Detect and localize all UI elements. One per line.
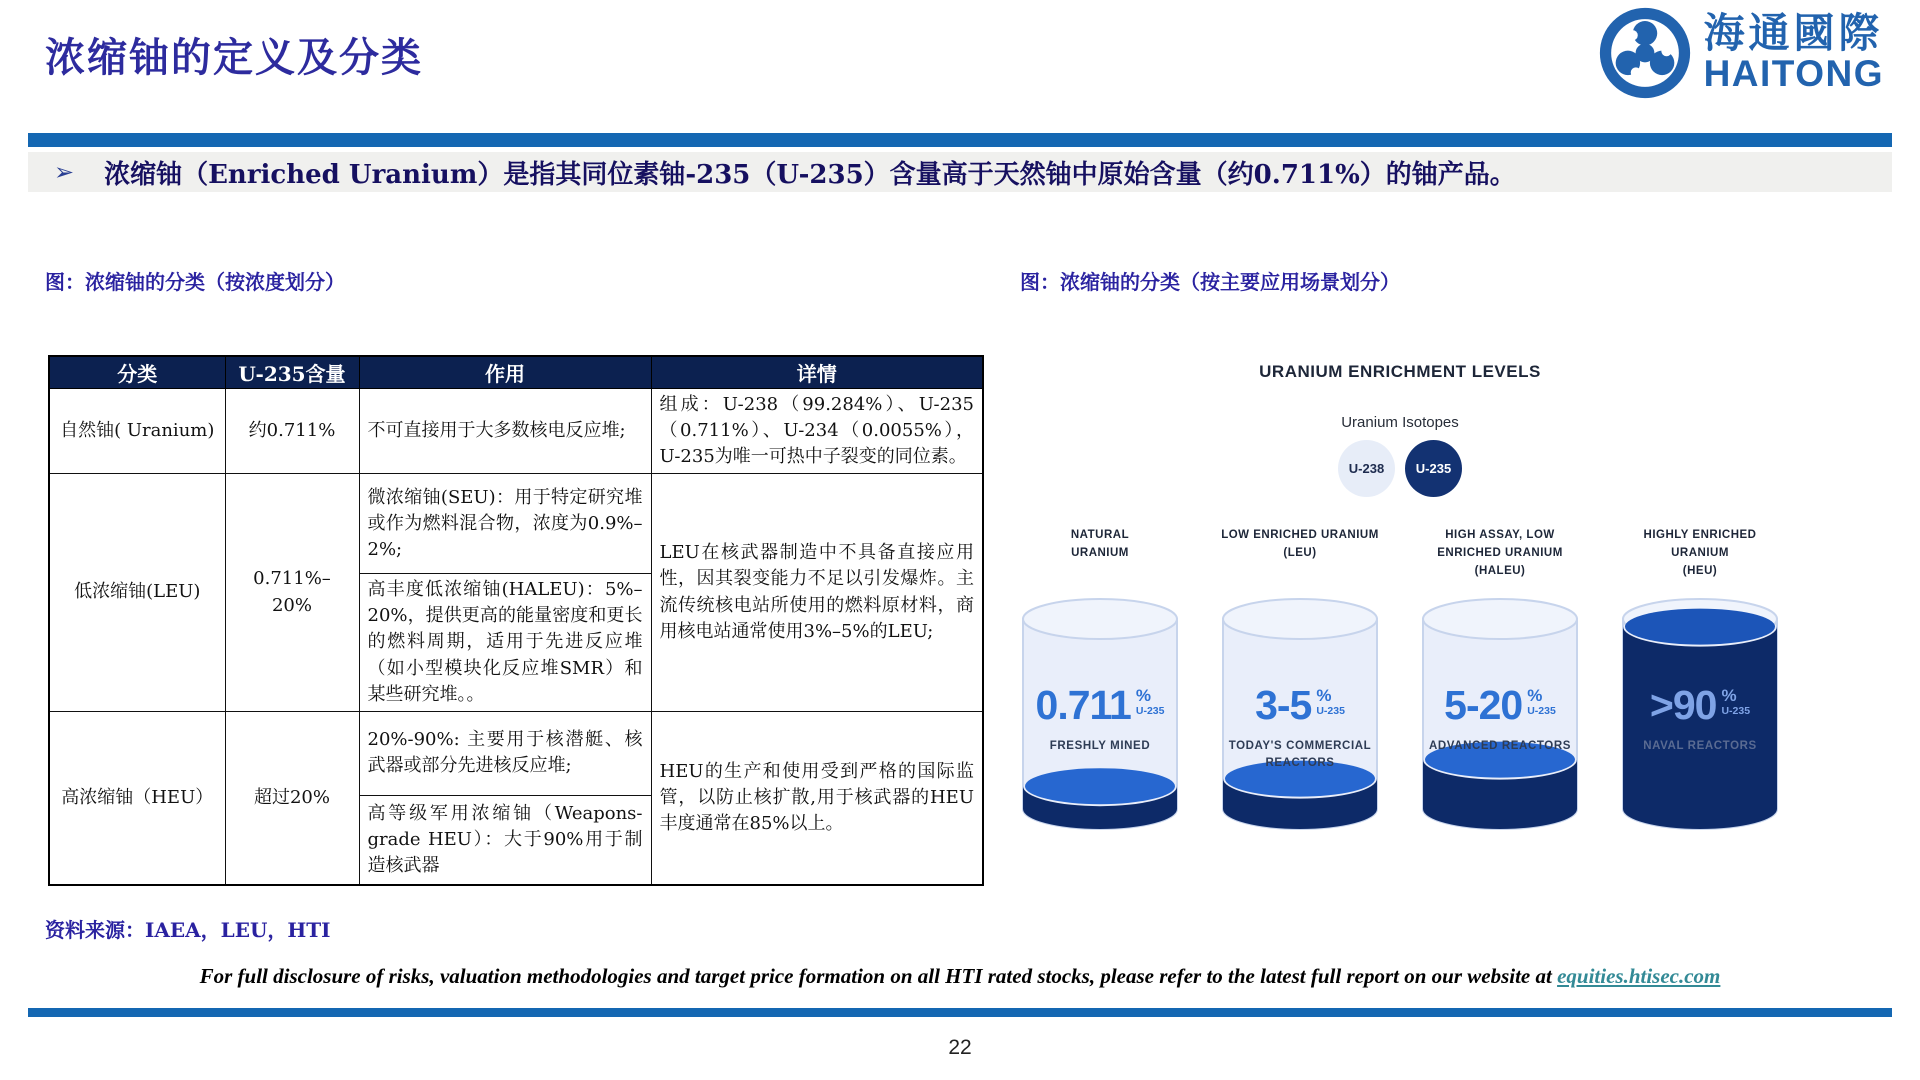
enrichment-diagram: [1005, 362, 1795, 833]
level-header: LOW ENRICHED URANIUM (LEU): [1221, 529, 1379, 559]
cylinder: [1620, 593, 1780, 833]
key-point-text: 浓缩铀（Enriched Uranium）是指其同位素铀-235（U-235）含量高于天然铀中原始含量（约0.711%）的铀产品。: [104, 159, 1516, 190]
logo-text-cn: 海通國際: [1703, 10, 1884, 57]
enrichment-level-column: [1405, 527, 1595, 833]
source-line: 资料来源：IAEA，LEU，HTI: [45, 918, 331, 942]
enrichment-value: 5-20: [1444, 682, 1523, 728]
table-row: [49, 389, 983, 474]
detail-cell: HEU的生产和使用受到严格的国际监管，以防止核扩散,用于核武器的HEU丰度通常在85%以上。: [651, 711, 983, 885]
enrichment-level-column: [1605, 527, 1795, 833]
page-number: 22: [948, 1036, 972, 1059]
cylinder-text: [1620, 593, 1780, 833]
isotope-circle-u-238: U-238: [1338, 440, 1395, 497]
table-header-cell: 作用: [359, 356, 651, 389]
u235-content-cell: 0.711%–20%: [225, 474, 359, 711]
left-figure-caption: 图：浓缩铀的分类（按浓度划分）: [45, 270, 345, 294]
isotope-tag: U-235: [1316, 705, 1345, 717]
value-row: [1255, 682, 1345, 728]
logo-text-en: HAITONG: [1703, 53, 1884, 95]
enrichment-value: 3-5: [1255, 682, 1312, 728]
category-cell: 低浓缩铀(LEU): [49, 474, 225, 711]
cylinder-text: [1020, 593, 1180, 833]
cylinder: [1020, 593, 1180, 833]
level-header: HIGHLY ENRICHED URANIUM (HEU): [1643, 529, 1757, 577]
category-cell: 高浓缩铀（HEU）: [49, 711, 225, 885]
value-row: [1444, 682, 1556, 728]
usage-label: FRESHLY MINED: [1049, 740, 1151, 752]
value-units: [1527, 687, 1556, 717]
table-header-cell: U-235含量: [225, 356, 359, 389]
role-cell: 高丰度低浓缩铀(HALEU)：5%–20%，提供更高的能量密度和更长的燃料周期，适用于先进反应堆（如小型模块化反应堆SMR）和某些研究堆。。: [359, 574, 651, 711]
table-header-row: [49, 356, 983, 389]
page-title: 浓缩铀的定义及分类: [45, 34, 423, 81]
percent-sign: %: [1527, 686, 1543, 705]
u235-content-cell: 约0.711%: [225, 389, 359, 474]
cylinder-text: [1220, 593, 1380, 833]
key-point-banner: [28, 152, 1892, 192]
usage-label: TODAY'S COMMERCIAL REACTORS: [1228, 740, 1372, 770]
role-cell: 20%-90%: 主要用于核潜艇、核武器或部分先进核反应堆;: [359, 711, 651, 795]
value-row: [1035, 682, 1165, 728]
haitong-logo-icon: [1598, 6, 1692, 100]
enrichment-value: 0.711: [1035, 682, 1131, 728]
divider-bar-bottom: [28, 1008, 1892, 1017]
enrichment-level-column: [1005, 527, 1195, 833]
isotopes-label: Uranium Isotopes: [1341, 414, 1459, 431]
diagram-title: URANIUM ENRICHMENT LEVELS: [1259, 362, 1541, 381]
value-units: [1316, 687, 1345, 717]
usage-label: NAVAL REACTORS: [1643, 740, 1757, 752]
role-cell: 高等级军用浓缩铀（Weapons-grade HEU）：大于90%用于制造核武器: [359, 795, 651, 885]
right-figure-caption: 图：浓缩铀的分类（按主要应用场景划分）: [1020, 270, 1400, 294]
cylinder-text: [1420, 593, 1580, 833]
isotope-tag: U-235: [1721, 705, 1751, 717]
enrichment-level-column: [1205, 527, 1395, 833]
enrichment-value: >90: [1649, 682, 1717, 728]
haitong-logo: [1598, 6, 1884, 100]
website-link[interactable]: equities.htisec.com: [1557, 964, 1721, 988]
haitong-logo-text: [1704, 12, 1884, 94]
level-header: NATURAL URANIUM: [1070, 529, 1130, 559]
table-row: [49, 474, 983, 574]
divider-bar-top: [28, 133, 1892, 147]
classification-table: [48, 355, 984, 886]
detail-cell: LEU在核武器制造中不具备直接应用性，因其裂变能力不足以引发爆炸。主流传统核电站所使用的燃料原材料，商用核电站通常使用3%–5%的LEU;: [651, 474, 983, 711]
bullet-arrow-icon: ➢: [54, 158, 75, 186]
cylinder: [1420, 593, 1580, 833]
isotope-circles: [1005, 440, 1795, 497]
role-cell: 不可直接用于大多数核电反应堆;: [359, 389, 651, 474]
isotope-tag: U-235: [1135, 705, 1165, 717]
disclaimer: [48, 964, 1872, 989]
detail-cell: 组成：U-238（99.284%）、U-235（0.711%）、U-234（0.0055%），U-235为唯一可热中子裂变的同位素。: [651, 389, 983, 474]
value-units: [1136, 687, 1165, 717]
usage-label: ADVANCED REACTORS: [1428, 740, 1572, 752]
isotope-tag: U-235: [1527, 705, 1556, 717]
value-row: [1649, 682, 1751, 728]
category-cell: 自然铀( Uranium): [49, 389, 225, 474]
level-header: HIGH ASSAY, LOW ENRICHED URANIUM (HALEU): [1437, 529, 1563, 577]
table-header-cell: 分类: [49, 356, 225, 389]
table-header-cell: 详情: [651, 356, 983, 389]
cylinder: [1220, 593, 1380, 833]
value-units: [1721, 687, 1750, 717]
u235-content-cell: 超过20%: [225, 711, 359, 885]
disclaimer-text: For full disclosure of risks, valuation methodologies and target price formation on all HTI rated stocks, please refer to the latest full report on our website at: [199, 964, 1558, 988]
percent-sign: %: [1135, 686, 1151, 705]
percent-sign: %: [1316, 686, 1332, 705]
enrichment-levels: [1005, 527, 1795, 833]
isotope-circle-u-235: U-235: [1405, 440, 1462, 497]
percent-sign: %: [1721, 686, 1737, 705]
role-cell: 微浓缩铀(SEU)：用于特定研究堆或作为燃料混合物，浓度为0.9%–2%;: [359, 474, 651, 574]
table-row: [49, 711, 983, 795]
